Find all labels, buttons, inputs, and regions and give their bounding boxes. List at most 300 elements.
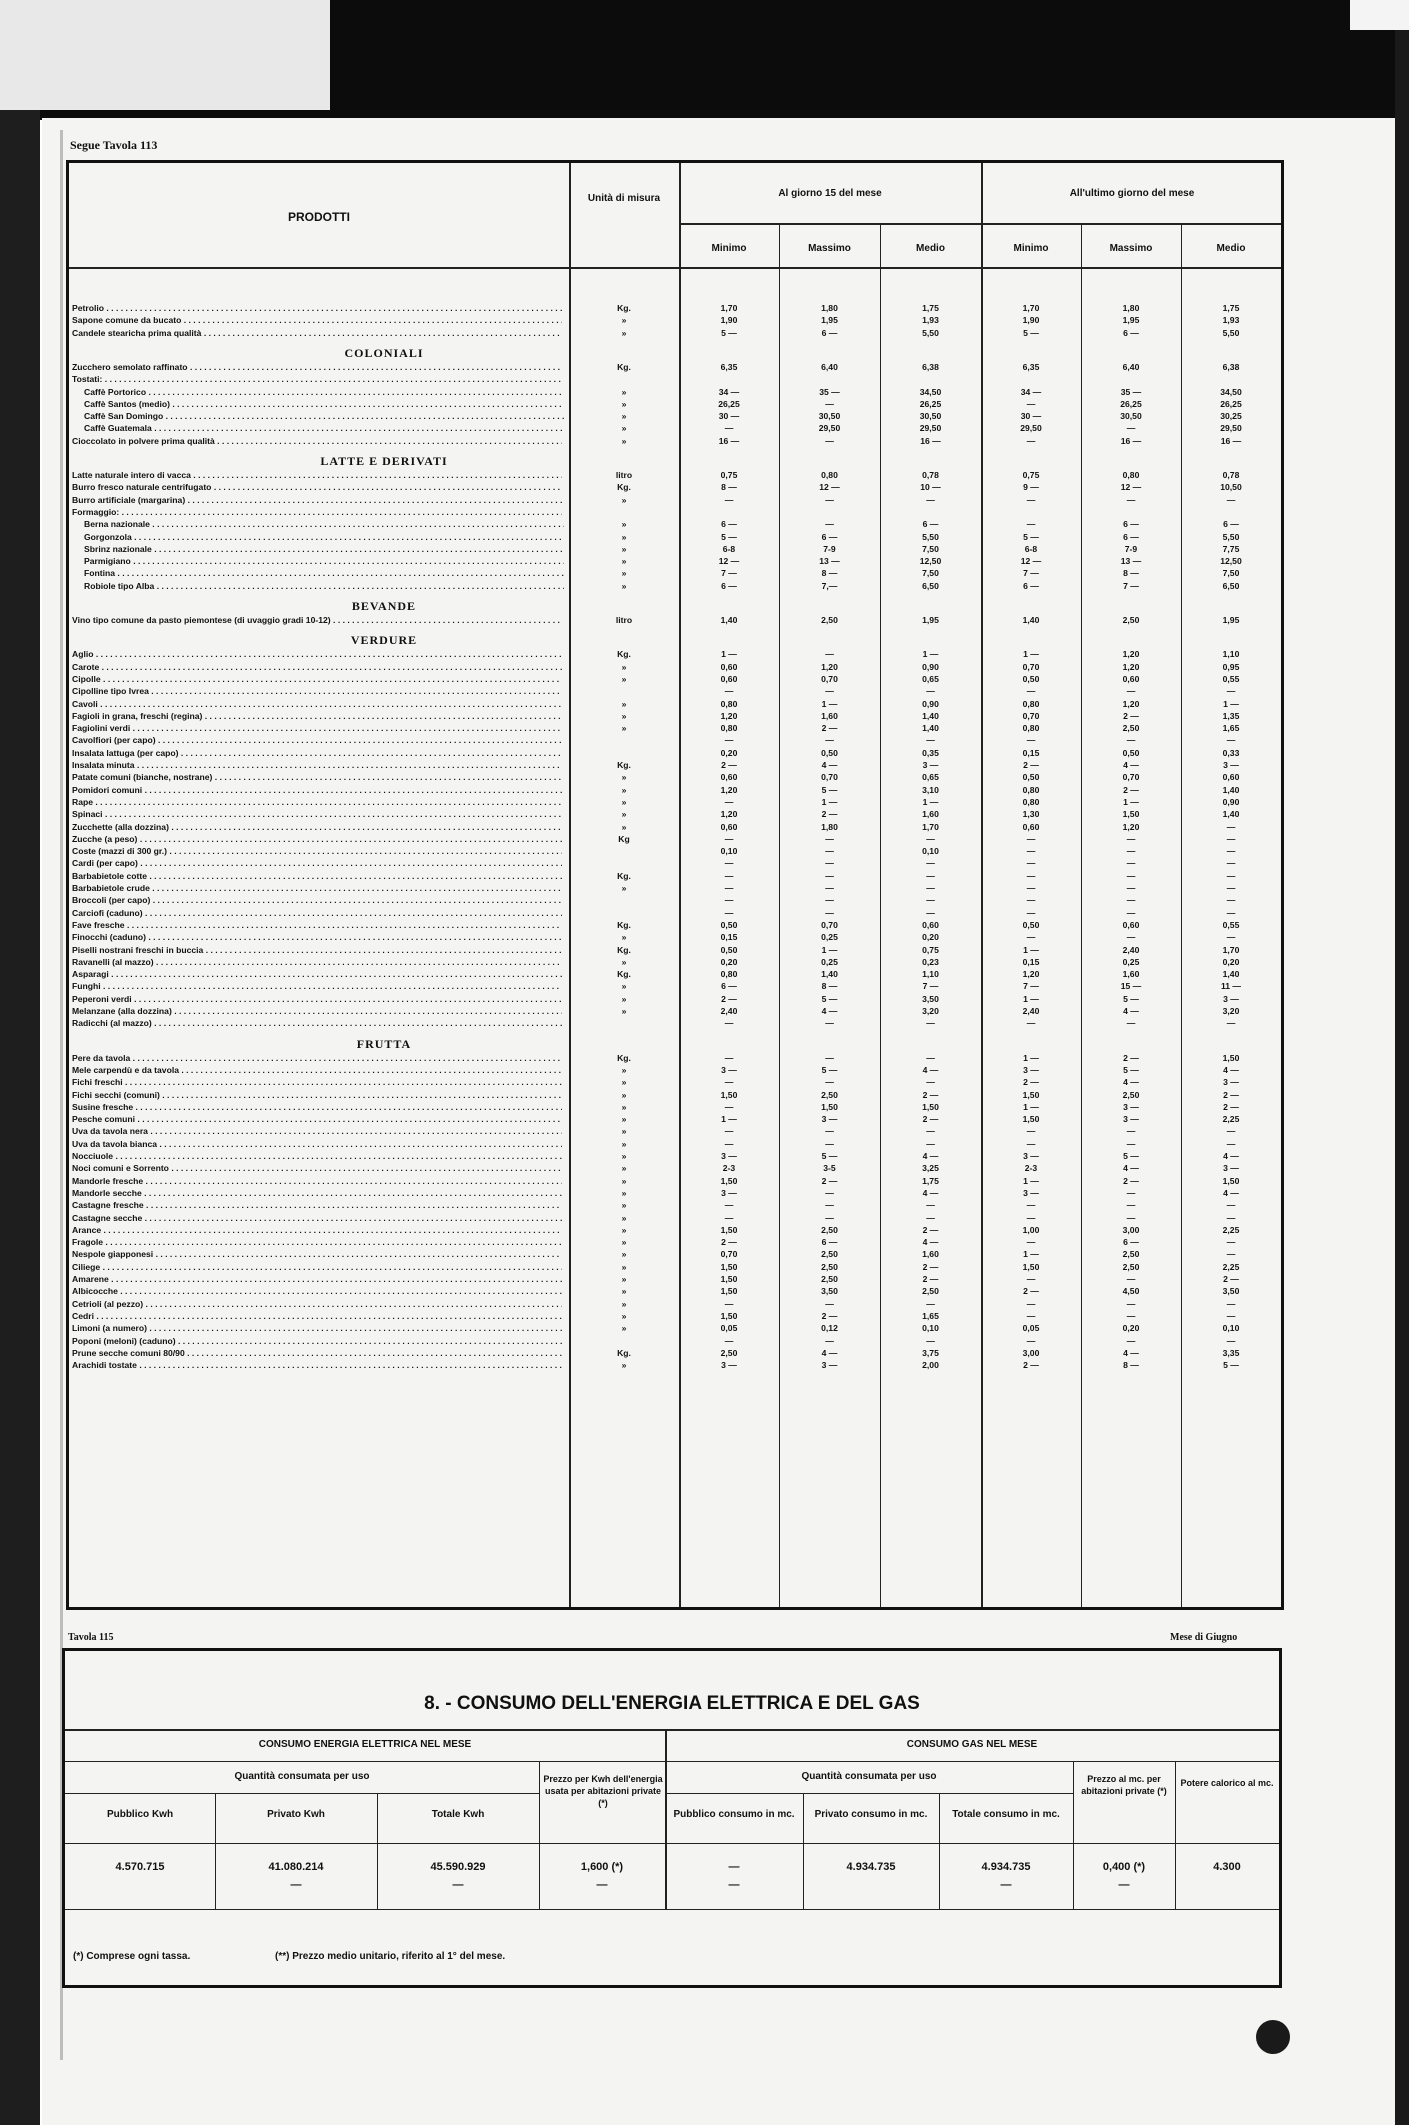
price-cell: 6,38	[922, 361, 939, 372]
price-cell: 0,70	[1022, 661, 1040, 672]
price-cell: —	[926, 686, 935, 697]
table-row	[69, 556, 1281, 568]
product-name: Parmigiano . . .	[72, 556, 564, 566]
price-cell: 4,50	[1122, 1286, 1140, 1297]
table-row	[69, 822, 1281, 834]
unit-cell: »	[621, 494, 627, 505]
price-cell: 3,50	[821, 1286, 838, 1297]
product-name: Barbabietole cotte . . .	[72, 871, 562, 881]
price-cell: —	[724, 796, 734, 807]
price-cell: 2 —	[1123, 784, 1139, 795]
unit-cell: »	[621, 932, 627, 943]
header-min-15: Minimo	[711, 243, 747, 254]
section-heading: FRUTTA	[356, 1036, 412, 1051]
scan-corner	[1350, 0, 1409, 30]
price-cell: 3 —	[1223, 760, 1239, 770]
price-cell: 1,20	[720, 710, 738, 721]
table-row	[69, 723, 1281, 735]
table-row	[69, 362, 1281, 374]
unit-cell: Kg.	[617, 1347, 631, 1358]
unit-cell: »	[621, 386, 627, 397]
price-cell: 0,70	[1022, 710, 1040, 721]
price-cell: —	[724, 735, 734, 746]
price-cell: 7 —	[721, 568, 737, 579]
header-max-15: Massimo	[808, 243, 851, 254]
section-heading: LATTE E DERIVATI	[320, 454, 448, 468]
price-cell: 3,25	[922, 1163, 939, 1174]
price-cell: —	[1226, 1018, 1236, 1029]
product-name: Pesche comuni . . .	[72, 1114, 562, 1124]
price-cell: —	[1226, 686, 1236, 697]
table-row	[69, 544, 1281, 556]
table-row	[69, 748, 1281, 760]
price-cell: 2,50	[821, 615, 838, 625]
unit-cell: »	[621, 1237, 627, 1248]
price-cell: 34 —	[1020, 386, 1042, 397]
price-cell: 5 —	[821, 993, 838, 1004]
product-name: Bernа nazionale . . .	[72, 519, 564, 529]
price-cell: 0,80	[1122, 470, 1140, 480]
product-name: Sbrinz nazionale . . .	[72, 544, 564, 554]
price-cell: —	[1026, 870, 1036, 881]
product-name: Tostati: . . .	[72, 374, 562, 384]
table-row	[69, 1053, 1281, 1065]
price-cell: 2,50	[1122, 1249, 1140, 1260]
price-cell: 2,50	[922, 1286, 939, 1297]
price-cell: 12 —	[1020, 556, 1042, 567]
col-elec-public: Pubblico Kwh	[106, 1809, 174, 1820]
price-cell: 1,50	[1022, 1089, 1040, 1100]
unit-cell: »	[621, 1114, 627, 1125]
price-cell: —	[1126, 1298, 1136, 1309]
table-row	[69, 303, 1281, 315]
product-name: Latte naturale intero di vacca . . .	[72, 470, 562, 480]
price-cell: —	[825, 846, 834, 857]
price-cell: 16 —	[1120, 435, 1142, 446]
price-cell: 0,50	[1022, 673, 1040, 684]
price-cell: 5 —	[821, 784, 838, 795]
price-cell: —	[1026, 1200, 1036, 1211]
table-row	[69, 1102, 1281, 1114]
price-cell: 5 —	[1023, 531, 1039, 542]
price-cell: 1 —	[1023, 993, 1039, 1004]
table-row	[69, 662, 1281, 674]
price-cell: 4 —	[821, 1347, 838, 1358]
product-name: Cavoli . . .	[72, 699, 562, 709]
price-cell: 0,80	[720, 723, 738, 734]
price-cell: —	[1026, 883, 1036, 893]
price-cell: 1,95	[922, 615, 939, 625]
price-cell: —	[1126, 907, 1136, 918]
price-cell: —	[1126, 1200, 1136, 1211]
price-cell: 16 —	[920, 435, 941, 446]
unit-cell: Kg.	[617, 969, 631, 980]
unit-cell: »	[621, 1187, 627, 1198]
price-cell: 2,40	[720, 1006, 738, 1016]
price-cell: 0,10	[922, 1323, 939, 1334]
product-name: Ciliege . . .	[72, 1262, 562, 1272]
price-cell: 1,70	[1222, 944, 1240, 955]
price-cell: 1 —	[721, 649, 737, 660]
unit-cell: »	[621, 580, 627, 591]
price-cell: 1,75	[1222, 303, 1240, 313]
price-cell: 0,35	[922, 747, 939, 758]
price-cell: —	[1026, 1126, 1036, 1137]
price-cell: —	[1126, 494, 1136, 505]
price-cell: 2-3	[722, 1163, 736, 1174]
price-cell: 0,80	[720, 969, 738, 980]
price-cell: 0,20	[720, 747, 738, 758]
price-cell: 1,95	[1122, 315, 1140, 326]
col-elec-total: Totale Kwh	[431, 1809, 485, 1820]
price-cell: —	[1026, 1018, 1036, 1029]
price-cell: 0,75	[720, 470, 738, 480]
unit-cell: »	[621, 784, 627, 795]
product-name: Cavolfiori (per capo) . . .	[72, 735, 562, 745]
price-cell: 2,50	[1122, 615, 1140, 625]
price-cell: 0,90	[1222, 796, 1240, 807]
price-cell: 0,12	[821, 1323, 838, 1334]
price-cell: 2,50	[821, 1249, 838, 1260]
price-cell: —	[724, 907, 734, 918]
unit-cell: Kg.	[617, 361, 631, 372]
price-cell: —	[825, 686, 834, 697]
product-name: Uva da tavola bianca . . .	[72, 1139, 562, 1149]
price-cell: —	[724, 858, 734, 869]
unit-cell: »	[621, 1360, 627, 1371]
price-cell: 3,35	[1222, 1347, 1240, 1358]
price-cell: 3 —	[1123, 1114, 1139, 1125]
price-cell: —	[1026, 1335, 1036, 1346]
price-cell: 5,50	[1222, 327, 1240, 338]
price-cell: —	[825, 858, 834, 869]
price-cell: —	[724, 1126, 734, 1137]
energy-gas-table	[62, 1648, 1282, 1988]
calorific-header: Potere calorico al mc.	[1180, 1778, 1274, 1788]
price-cell: 0,25	[1122, 956, 1140, 967]
price-cell: —	[1126, 1310, 1136, 1321]
val-elec-total: 45.590.929	[430, 1861, 486, 1873]
price-cell: 5 —	[721, 327, 737, 338]
price-cell: —	[1226, 858, 1236, 869]
price-cell: —	[825, 1187, 834, 1198]
price-cell: 0,50	[720, 944, 738, 955]
unit-cell: Kg	[618, 833, 630, 844]
table-row	[69, 1311, 1281, 1323]
price-cell: 8 —	[1123, 568, 1139, 579]
product-name: Fave fresche . . .	[72, 920, 562, 930]
price-cell: —	[926, 1298, 935, 1309]
product-name: Sapone comune da bucato . . .	[72, 315, 562, 325]
price-cell: 1 —	[821, 698, 838, 709]
table-row	[69, 519, 1281, 531]
price-cell: 6 —	[1123, 519, 1139, 530]
price-cell: 6 —	[1123, 1237, 1139, 1248]
price-cell: 1,20	[821, 661, 838, 672]
table-row	[69, 785, 1281, 797]
price-cell: —	[825, 1138, 834, 1149]
price-cell: —	[1026, 1274, 1036, 1284]
price-cell: 1,50	[720, 1261, 738, 1272]
price-cell: —	[1126, 883, 1136, 893]
price-cell: —	[825, 1335, 834, 1346]
product-name: Asparagi . . .	[72, 969, 562, 979]
price-cell: 7-9	[823, 543, 836, 554]
price-cell: 1,80	[821, 303, 838, 313]
price-cell: 5,50	[922, 327, 939, 338]
price-cell: 8 —	[721, 482, 737, 493]
price-cell: 6,50	[1222, 580, 1240, 591]
product-name: Fichi secchi (comuni) . . .	[72, 1090, 562, 1100]
table-row	[69, 387, 1281, 399]
unit-cell: »	[621, 1138, 627, 1149]
price-cell: 3,20	[922, 1006, 939, 1016]
col-gas-public: Pubblico consumo in mc.	[673, 1809, 795, 1820]
price-cell: 1,50	[720, 1089, 738, 1100]
price-cell: —	[825, 1126, 834, 1137]
price-cell: —	[1126, 1018, 1136, 1029]
unit-cell: litro	[615, 470, 633, 480]
price-cell: 1,20	[1122, 821, 1140, 832]
table-row	[69, 1006, 1281, 1018]
product-name: Prune secche comuni 80/90 . . .	[72, 1348, 562, 1358]
price-cell: 1,70	[922, 821, 939, 832]
price-cell: 3,00	[1022, 1347, 1040, 1358]
price-cell: 0,70	[1122, 772, 1140, 783]
product-name: Spinaci . . .	[72, 809, 562, 819]
table-row	[69, 858, 1281, 870]
price-cell: —	[926, 735, 935, 746]
price-cell: 3-5	[823, 1163, 836, 1174]
product-name: Rape . . .	[72, 797, 562, 807]
price-cell: 4 —	[1123, 1006, 1139, 1016]
price-cell: 1,50	[1022, 1114, 1040, 1125]
price-cell: 6-8	[722, 543, 736, 554]
header-avg-last: Medio	[1216, 243, 1246, 254]
product-name: Coste (mazzi di 300 gr.) . . .	[72, 846, 562, 856]
price-cell: 1,93	[1222, 315, 1240, 326]
unit-cell: »	[621, 568, 627, 579]
unit-cell: »	[621, 435, 627, 446]
unit-cell: »	[621, 1101, 627, 1112]
price-cell: 0,10	[1222, 1323, 1240, 1334]
price-cell: 2 —	[922, 1114, 939, 1125]
price-cell: 1,50	[720, 1175, 738, 1186]
price-cell: —	[926, 1138, 935, 1149]
price-cell: 0,65	[922, 772, 939, 783]
price-cell: 13 —	[1120, 556, 1142, 567]
price-cell: —	[1226, 821, 1236, 832]
price-cell: 2 —	[821, 723, 838, 734]
price-cell: 4 —	[1123, 1347, 1139, 1358]
price-cell: —	[1226, 846, 1236, 857]
price-cell: 0,75	[922, 944, 939, 955]
table-caption: Segue Tavola 113	[70, 138, 158, 152]
table-row	[69, 1213, 1281, 1225]
price-cell: 0,90	[922, 661, 939, 672]
price-cell: 6 —	[922, 519, 939, 530]
unit-cell: Kg.	[617, 482, 631, 493]
price-cell: 0,70	[821, 673, 838, 684]
table-row	[69, 1188, 1281, 1200]
table-row	[69, 883, 1281, 895]
product-name: Zucchette (alla dozzina) . . .	[72, 822, 562, 832]
price-cell: —	[825, 907, 834, 918]
price-cell: 1 —	[1023, 944, 1039, 955]
product-name: Petrolio . . .	[72, 303, 562, 313]
product-name: Peperoni verdi . . .	[72, 994, 562, 1004]
table-row	[69, 1090, 1281, 1102]
price-cell: 1,95	[1222, 615, 1240, 625]
price-cell: 35 —	[1120, 386, 1142, 397]
product-name: Vino tipo comune da pasto piemontese (di uvaggio gradi 10-12) . . .	[72, 615, 562, 625]
price-cell: 0,50	[1022, 772, 1040, 783]
unit-cell: »	[621, 1286, 627, 1297]
unit-cell: »	[621, 1006, 627, 1016]
price-cell: —	[1126, 1212, 1136, 1223]
price-cell: 1,90	[1022, 315, 1040, 326]
unit-cell: »	[621, 993, 627, 1004]
table-row	[69, 1065, 1281, 1077]
price-cell: 7,50	[922, 568, 939, 579]
unit-cell: »	[621, 556, 627, 567]
price-cell: 0,55	[1222, 919, 1240, 930]
price-cell: —	[1126, 1187, 1136, 1198]
price-cell: 11 —	[1220, 981, 1242, 992]
price-cell: 5 —	[821, 1151, 838, 1161]
price-cell: 2 —	[1223, 1101, 1239, 1112]
price-cell: 0,20	[1122, 1323, 1140, 1334]
price-cell: 1 —	[1023, 1249, 1039, 1260]
price-cell: —	[1226, 1138, 1236, 1149]
price-cell: 0,80	[1022, 698, 1040, 709]
table-row	[69, 581, 1281, 593]
price-cell: 26,25	[718, 398, 740, 409]
header-unit: Unità di misura	[587, 193, 661, 204]
price-cell: 1,20	[720, 784, 738, 795]
price-cell: 0,60	[1122, 673, 1140, 684]
price-cell: 9 —	[1023, 482, 1039, 493]
price-cell: 6-8	[1024, 543, 1038, 554]
unit-cell: »	[621, 821, 627, 832]
price-cell: 3 —	[922, 760, 939, 770]
table-row	[69, 932, 1281, 944]
price-cell: 5 —	[821, 1064, 838, 1075]
unit-cell: »	[621, 673, 627, 684]
product-name: Fragole . . .	[72, 1237, 562, 1247]
price-cell: 12,50	[919, 556, 942, 567]
price-cell: —	[724, 870, 734, 881]
price-cell: 2,50	[821, 1261, 838, 1272]
price-cell: 2 —	[922, 1089, 939, 1100]
price-cell: —	[1126, 686, 1136, 697]
unit-cell: »	[621, 327, 627, 338]
price-cell: —	[1026, 907, 1036, 918]
product-name: Barbabietole crude . . .	[72, 883, 562, 893]
unit-cell: »	[621, 796, 627, 807]
price-cell: —	[926, 1212, 935, 1223]
price-cell: 0,15	[1022, 747, 1040, 758]
price-cell: 0,50	[720, 919, 738, 930]
price-cell: 1 —	[922, 649, 939, 660]
price-cell: 34 —	[718, 386, 740, 397]
unit-cell: »	[621, 981, 627, 992]
price-cell: 6,40	[821, 361, 838, 372]
price-cell: 3 —	[1023, 1064, 1039, 1075]
price-cell: —	[724, 1335, 734, 1346]
col-gas-total: Totale consumo in mc.	[952, 1809, 1060, 1820]
price-cell: 2 —	[721, 760, 737, 770]
price-cell: 6 —	[821, 327, 838, 338]
price-cell: 7 —	[922, 981, 939, 992]
product-name: Piselli nostrani freschi in buccia . . .	[72, 945, 562, 955]
price-cell: 0,50	[821, 747, 838, 758]
table-row	[69, 834, 1281, 846]
unit-cell: »	[621, 1089, 627, 1100]
price-cell: 12,50	[1220, 556, 1242, 567]
price-cell: 13 —	[819, 556, 840, 567]
price-cell: 3 —	[1223, 1163, 1239, 1174]
price-cell: —	[1026, 435, 1036, 446]
price-cell: 2,50	[720, 1347, 738, 1358]
price-cell: 1,40	[1222, 784, 1240, 795]
unit-cell: »	[621, 661, 627, 672]
table-row	[69, 1323, 1281, 1335]
table-row	[69, 436, 1281, 448]
col-elec-private: Privato Kwh	[267, 1809, 325, 1820]
unit-cell: »	[621, 1126, 627, 1137]
product-name: Caffè San Domingo . . .	[72, 411, 564, 421]
price-cell: —	[724, 1077, 734, 1088]
table-row	[69, 1077, 1281, 1089]
price-cell: —	[825, 1052, 834, 1063]
table-row	[69, 1018, 1281, 1030]
price-cell: —	[926, 895, 935, 906]
price-cell: 34,50	[919, 386, 942, 397]
price-cell: 1,93	[922, 315, 939, 326]
product-name: Melanzane (alla dozzina) . . .	[72, 1006, 562, 1016]
price-cell: 0,60	[720, 772, 738, 783]
product-name: Castagne fresche . . .	[72, 1200, 562, 1210]
price-cell: 26,25	[919, 398, 942, 409]
price-cell: 30,50	[919, 411, 942, 422]
price-cell: 30,50	[1120, 411, 1142, 422]
val-elec-public: 4.570.715	[115, 1861, 165, 1873]
price-cell: —	[1126, 846, 1136, 857]
product-name: Mandorle fresche . . .	[72, 1176, 562, 1186]
price-cell: 2 —	[1023, 1286, 1039, 1297]
table-row	[69, 981, 1281, 993]
price-cell: 1,40	[922, 710, 939, 721]
price-cell: —	[1226, 932, 1236, 943]
price-cell: 1 —	[1223, 698, 1239, 709]
unit-cell: »	[621, 1249, 627, 1260]
unit-cell: »	[621, 1151, 627, 1161]
gas-title: CONSUMO GAS NEL MESE	[906, 1739, 1038, 1750]
product-name: Albicocche . . .	[72, 1286, 562, 1296]
price-cell: 3,00	[1122, 1224, 1140, 1235]
price-cell: —	[1026, 735, 1036, 746]
price-cell: 1,70	[1022, 303, 1040, 313]
price-cell: 6 —	[721, 981, 737, 992]
product-name: Fontina . . .	[72, 568, 564, 578]
table-row	[69, 797, 1281, 809]
price-cell: —	[1026, 519, 1036, 530]
price-cell: 4 —	[922, 1064, 939, 1075]
price-cell: —	[724, 686, 734, 697]
product-name: Caffè Guatemala . . .	[72, 423, 564, 433]
product-name: Carote . . .	[72, 662, 562, 672]
